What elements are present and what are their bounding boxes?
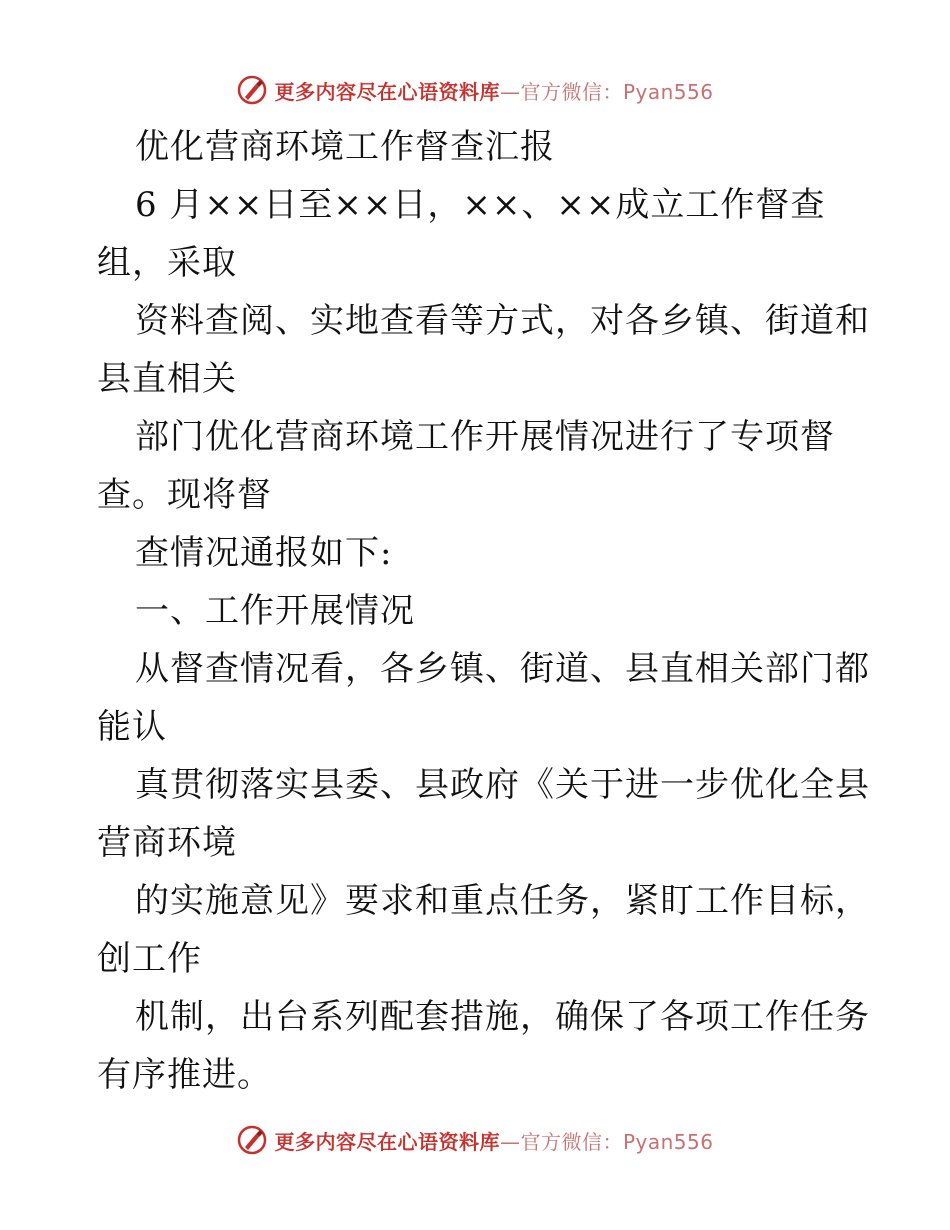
section-heading: 一、工作开展情况 [135, 591, 415, 631]
paragraph-line: 有序推进。 [97, 1055, 272, 1095]
paragraph-line: 县直相关 [97, 359, 237, 399]
paragraph-line: 部门优化营商环境工作开展情况进行了专项督 [135, 417, 835, 457]
paragraph-line: 能认 [97, 707, 167, 747]
paragraph-line: 创工作 [97, 939, 202, 979]
paragraph-line: 查情况通报如下: [135, 533, 393, 573]
paragraph-line: 机制，出台系列配套措施，确保了各项工作任务 [135, 997, 870, 1037]
paragraph-line: 组，采取 [97, 243, 237, 283]
watermark-text [274, 76, 713, 105]
paragraph-line: 的实施意见》要求和重点任务，紧盯工作目标， [135, 881, 870, 921]
paragraph-line: 资料查阅、实地查看等方式，对各乡镇、街道和 [135, 301, 870, 341]
paragraph-line: 营商环境 [97, 823, 237, 863]
header-watermark [0, 70, 950, 110]
document-title: 优化营商环境工作督查汇报 [135, 127, 555, 167]
paragraph-line: 查。现将督 [97, 475, 272, 515]
pen-logo-icon [236, 74, 268, 106]
watermark-main: 更多内容尽在心语资料库 [274, 1129, 500, 1154]
footer-watermark [0, 1120, 950, 1160]
watermark-contact: —官方微信：Pyan556 [499, 1129, 714, 1154]
paragraph-line: 6 月××日至××日，××、××成立工作督查 [135, 185, 826, 225]
pen-logo-icon [236, 1124, 268, 1156]
watermark-contact: —官方微信：Pyan556 [499, 79, 714, 104]
paragraph-line: 真贯彻落实县委、县政府《关于进一步优化全县 [135, 765, 870, 805]
document-body [97, 118, 870, 1104]
watermark-main: 更多内容尽在心语资料库 [274, 79, 500, 104]
watermark-text [274, 1126, 713, 1155]
paragraph-line: 从督查情况看，各乡镇、街道、县直相关部门都 [135, 649, 870, 689]
